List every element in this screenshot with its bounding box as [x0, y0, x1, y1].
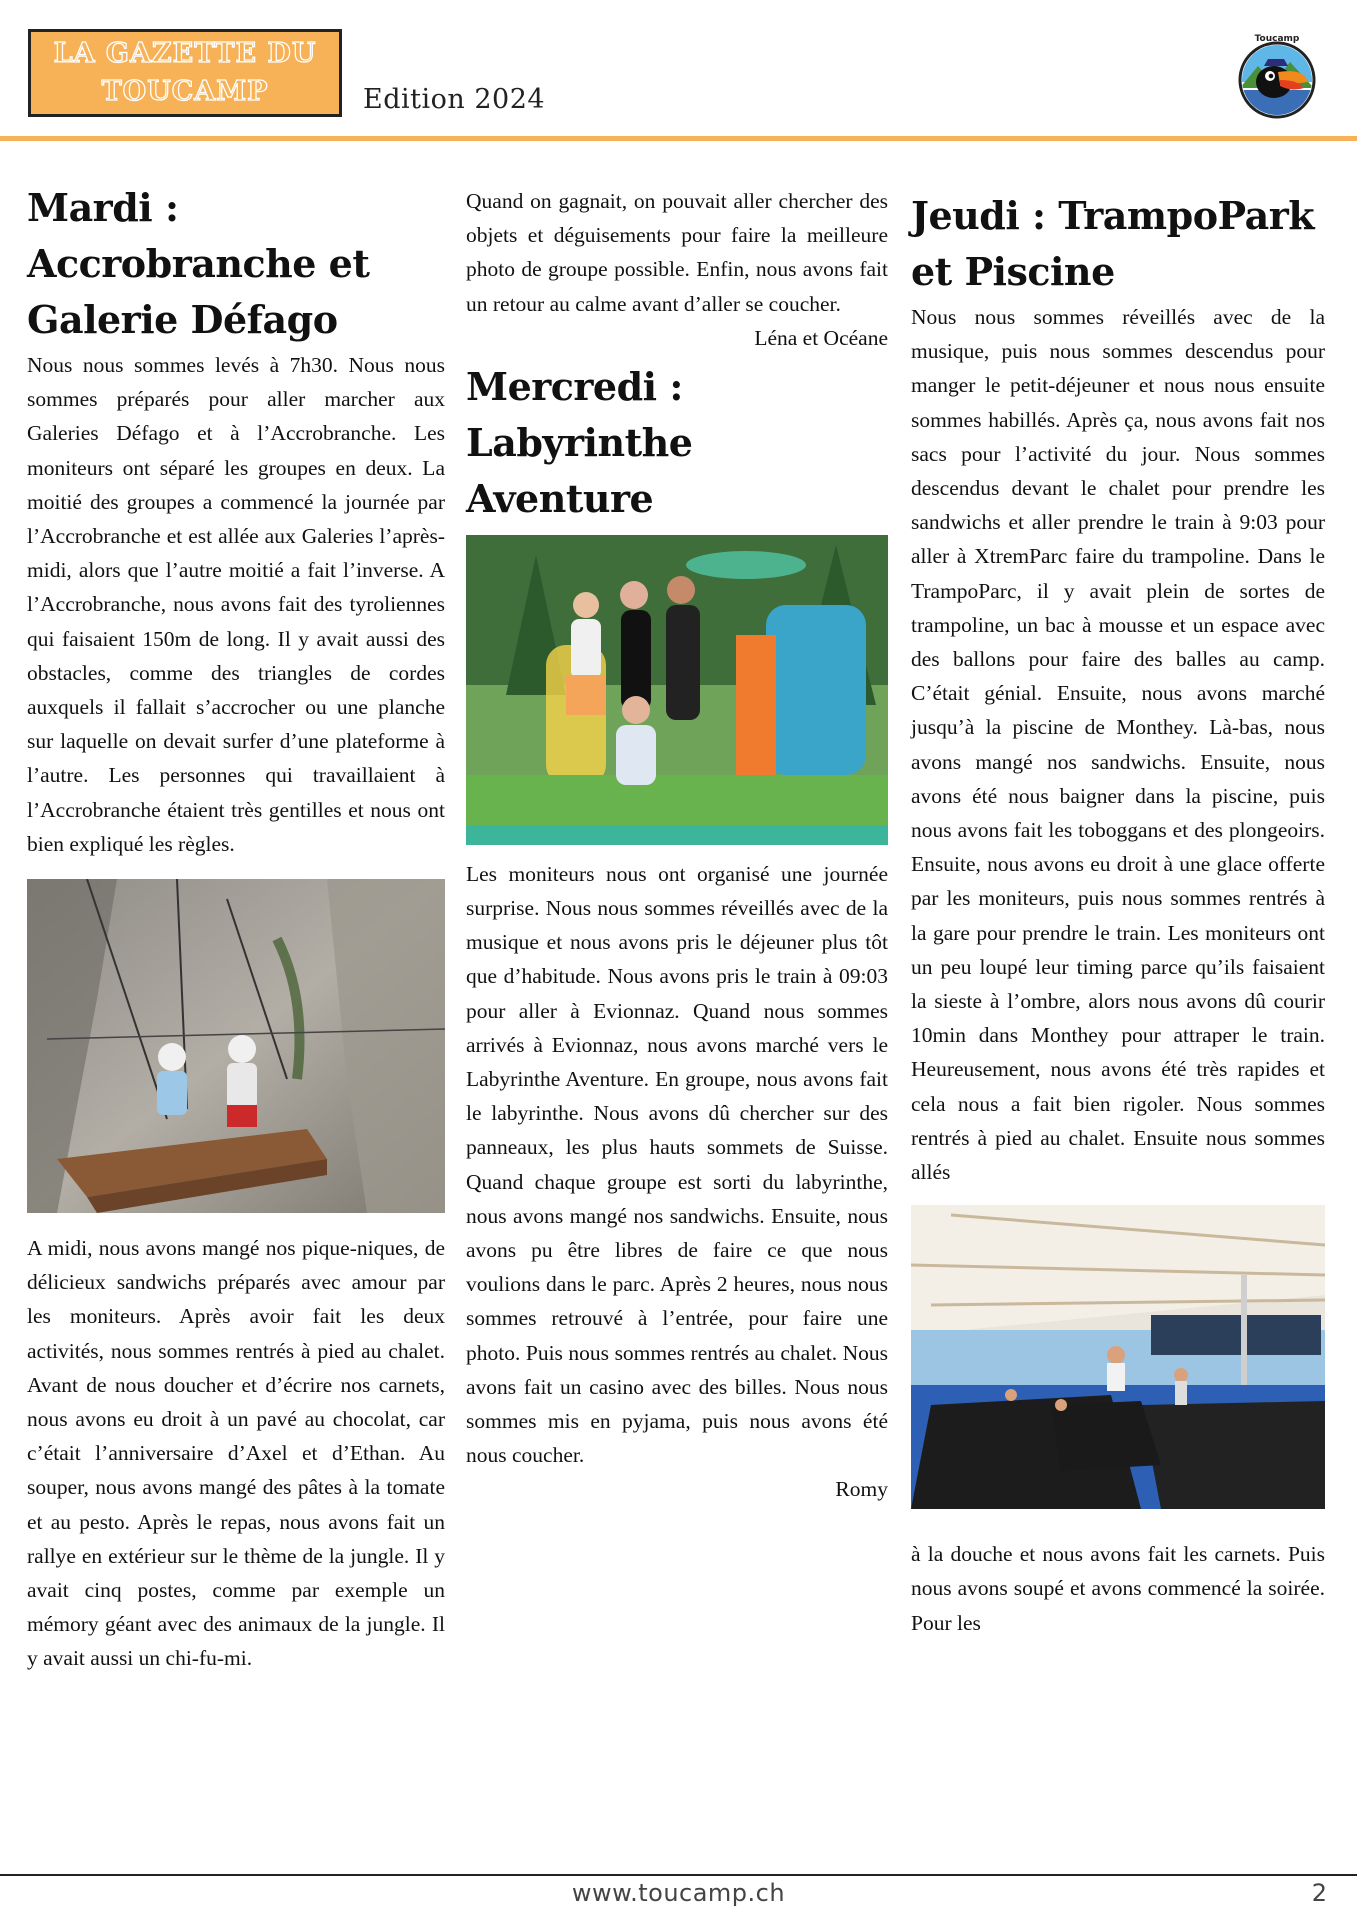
- article-paragraph: A midi, nous avons mangé nos pique-niques, de délicieux sandwichs préparés avec amour par les moniteurs. Après avoir fait les deux activités, nous sommes rentrés à pied au chalet. Avant de nous doucher et d’écrire nos carnets, nous avons eu droit à un pavé au chocolat, car c’était l’anniversaire d’Axel et d’Ethan. Au souper, nous avons mangé des pâtes à la tomate et au pesto. Après le repas, nous avons fait un rallye en extérieur sur le thème de la jungle. Il y avait cinq postes, comme par exemple un mémory géant avec des animaux de la jungle. Il y avait aussi un chi-fu-mi.: [27, 1236, 445, 1671]
- accrobranche-photo: [27, 879, 445, 1213]
- header-divider: [0, 136, 1357, 141]
- author-signature: Léna et Océane: [754, 325, 888, 350]
- edition-label: Edition 2024: [363, 84, 546, 115]
- article-jeudi: [911, 188, 1325, 1640]
- article-mardi: [27, 180, 445, 1676]
- labyrinthe-group-photo: [466, 535, 888, 845]
- masthead-line-2: TOUCAMP: [101, 76, 269, 107]
- toucamp-logo-icon: [1234, 28, 1320, 120]
- article-paragraph: Quand on gagnait, on pouvait aller chercher des objets et déguisements pour faire la meilleure photo de groupe possible. Enfin, nous avons fait un retour au calme avant d’aller se coucher.: [466, 189, 888, 316]
- page-number: 2: [1311, 1879, 1327, 1907]
- masthead: [28, 29, 342, 117]
- article-paragraph: Nous nous sommes réveillés avec de la musique, puis nous sommes descendus pour manger le petit-déjeuner et nous nous ensuite sommes habillés. Après ça, nous avons fait nos sacs pour l’activité du jour. Nous sommes descendus devant le chalet pour prendre les sandwichs et aller prendre le train à 9:03 pour aller à XtremParc faire du trampoline. Dans le TrampoParc, il y avait plein de sortes de trampoline, un bac à mousse et un espace avec des ballons pour faire des balles au camp. C’était génial. Ensuite, nous avons marché jusqu’à la piscine de Monthey. Là-bas, nous avons mangé nos sandwichs. Ensuite, nous avons été nous baigner dans la piscine, puis nous avons fait les toboggans et des plongeoirs. Ensuite, nous avons eu droit à une glace offerte par les moniteurs, puis nous sommes rentrés à la gare pour prendre le train. Les moniteurs ont un peu loupé leur timing parce qu’ils faisaient la sieste à l’ombre, alors nous avons dû courir 10min dans Monthey pour attraper le train. Heureusement, nous avons été très rapides et cela nous a fait bien rigoler. Nous sommes rentrés à pied au chalet. Ensuite nous sommes allés: [911, 305, 1325, 1185]
- article-title: Jeudi : TrampoPark et Piscine: [911, 193, 1315, 294]
- article-paragraph: Nous nous sommes levés à 7h30. Nous nous sommes préparés pour aller marcher aux Galeries Défago et à l’Accrobranche. Les moniteurs ont séparé les groupes en deux. La moitié des groupes a commencé la journée par l’Accrobranche et est allée aux Galeries l’après-midi, alors que l’autre moitié a fait l’inverse. A l’Accrobranche, nous avons fait des tyroliennes qui faisaient 150m de long. Il y avait aussi des obstacles, comme des triangles de cordes auxquels il fallait s’accrocher ou une planche sur laquelle on devait surfer d’une plateforme à l’autre. Les personnes qui travaillaient à l’Accrobranche étaient très gentilles et nous ont bien expliqué les règles.: [27, 353, 445, 856]
- footer-divider: [0, 1874, 1357, 1876]
- author-signature: Romy: [835, 1477, 888, 1502]
- masthead-line-1: LA GAZETTE DU: [53, 38, 317, 69]
- article-mercredi: [466, 184, 888, 1506]
- article-paragraph: Les moniteurs nous ont organisé une journée surprise. Nous nous sommes réveillés avec de la musique et nous avons pris le déjeuner plus tôt que d’habitude. Nous avons pris le train à 09:03 pour aller à Evionnaz. Quand nous sommes arrivés à Evionnaz, nous avons marché vers le Labyrinthe Aventure. En groupe, nous avons fait le labyrinthe. Nous avons dû chercher sur des panneaux, les plus hauts sommets de Suisse. Quand chaque groupe est sorti du labyrinthe, nous avons mangé nos sandwichs. Ensuite, nous avons pu être libres de faire ce que nous voulions dans le parc. Après 2 heures, nous nous sommes retrouvé à l’entrée, pour faire une photo. Puis nous sommes rentrés au chalet. Nous avons fait un casino avec des billes. Nous nous sommes mis en pyjama, puis nous avons été nous coucher.: [466, 861, 888, 1468]
- logo-text: Toucamp: [1254, 34, 1300, 44]
- article-title: Mercredi : Labyrinthe Aventure: [466, 363, 693, 521]
- website-link[interactable]: www.toucamp.ch: [571, 1879, 786, 1907]
- trampopark-photo: [911, 1205, 1325, 1509]
- article-title: Mardi : Accrobranche et Galerie Défago: [27, 185, 370, 342]
- article-paragraph: à la douche et nous avons fait les carnets. Puis nous avons soupé et avons commencé la soirée. Pour les: [911, 1542, 1325, 1635]
